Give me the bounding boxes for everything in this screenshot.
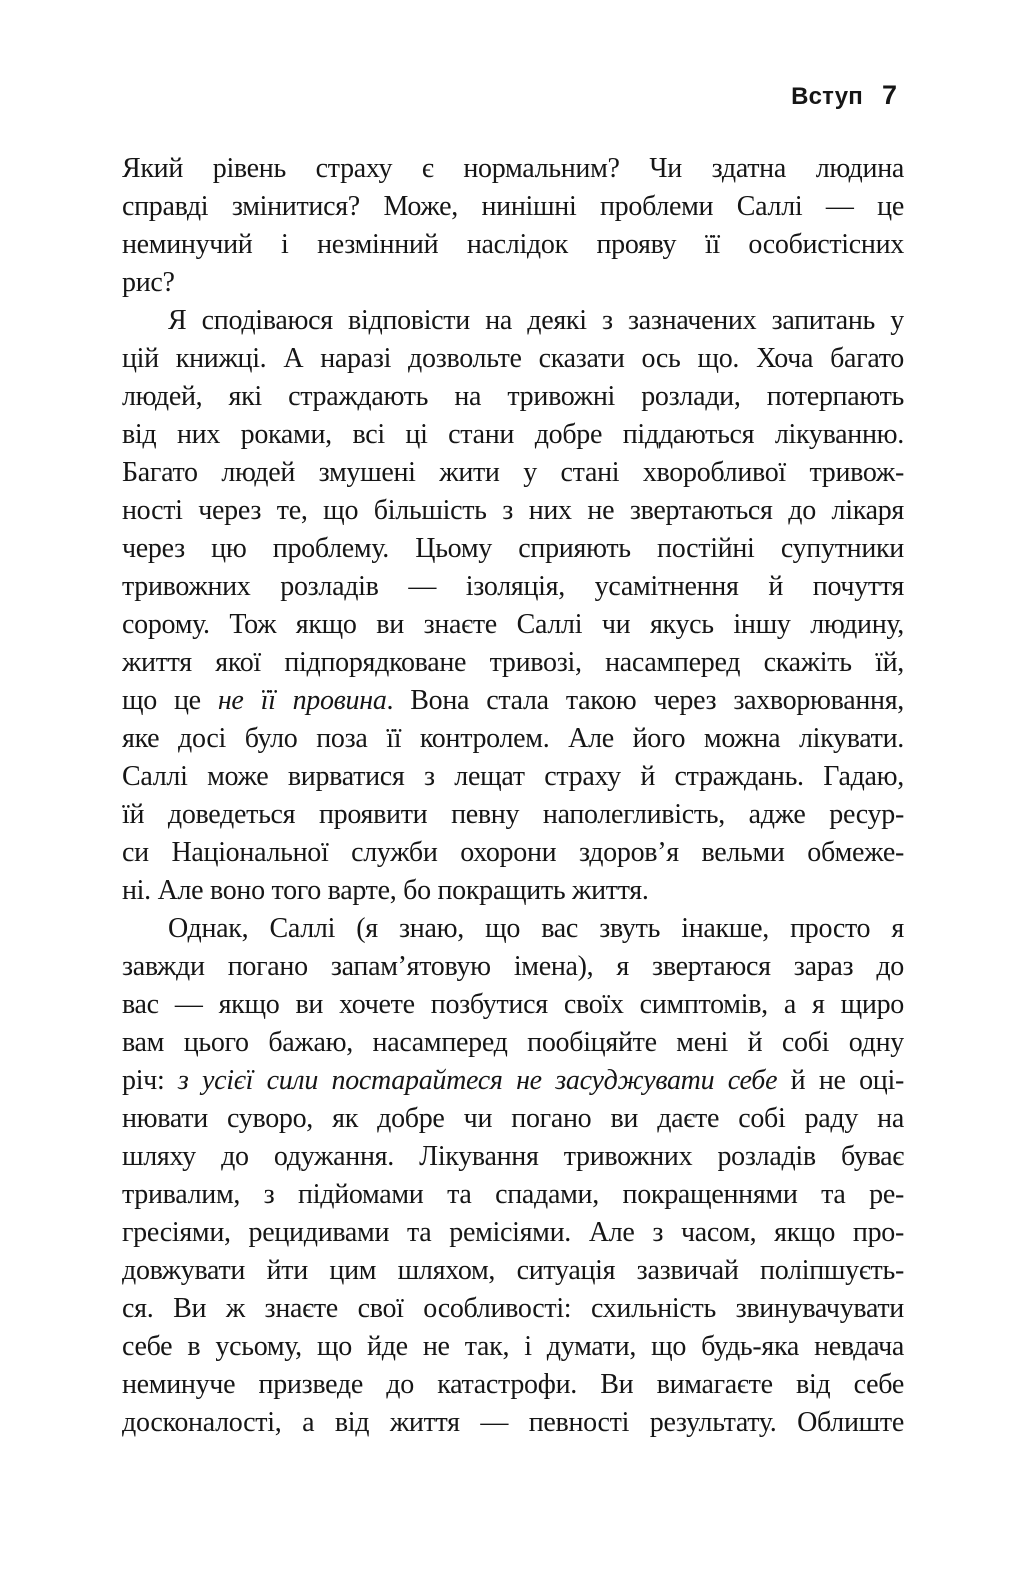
text-segment: яке досі було поза її контролем. Але його можна лікувати. <box>122 723 904 754</box>
text-segment: себе в усьому, що йде не так, і думати, що будь-яка невдача <box>122 1331 904 1362</box>
text-line <box>122 340 904 378</box>
text-segment: річ: <box>122 1065 178 1096</box>
text-segment: ності через те, що більшість з них не звертаються до лікаря <box>122 495 904 526</box>
text-segment: досконалості, а від життя — певності результату. Облиште <box>122 1407 904 1438</box>
text-segment: . Вона стала такою через захворювання, <box>386 685 904 716</box>
text-line <box>122 226 904 264</box>
text-line <box>122 302 904 340</box>
section-title: Вступ <box>791 83 863 110</box>
page-body <box>122 150 904 1442</box>
text-segment: неминуче призведе до катастрофи. Ви вимагаєте від себе <box>122 1369 904 1400</box>
emphasized-text: не її провина <box>217 685 387 716</box>
text-line <box>122 1176 904 1214</box>
text-line <box>122 986 904 1024</box>
text-segment: людей, які страждають на тривожні розлади, потерпають <box>122 381 904 412</box>
text-segment: вас — якщо ви хочете позбутися своїх симптомів, а я щиро <box>122 989 904 1020</box>
paragraph <box>122 910 904 1442</box>
text-segment: сорому. Тож якщо ви знаєте Саллі чи якусь іншу людину, <box>122 609 904 640</box>
text-line <box>122 872 904 910</box>
text-line <box>122 150 904 188</box>
text-segment: цій книжці. А наразі дозвольте сказати ось що. Хоча багато <box>122 343 904 374</box>
text-line <box>122 492 904 530</box>
text-segment: Багато людей змушені жити у стані хворобливої тривож- <box>122 457 904 488</box>
text-line <box>122 1062 904 1100</box>
text-segment: життя якої підпорядковане тривозі, насамперед скажіть їй, <box>122 647 904 678</box>
text-segment: їй доведеться проявити певну наполегливість, адже ресур- <box>122 799 904 830</box>
text-segment: справді змінитися? Може, нинішні проблеми Саллі — це <box>122 191 904 222</box>
text-line <box>122 682 904 720</box>
text-line <box>122 1100 904 1138</box>
text-segment: тривожних розладів — ізоляція, усамітнення й почуття <box>122 571 904 602</box>
text-segment: Саллі може вирватися з лещат страху й страждань. Гадаю, <box>122 761 904 792</box>
text-line <box>122 530 904 568</box>
text-segment: нювати суворо, як добре чи погано ви даєте собі раду на <box>122 1103 904 1134</box>
text-line <box>122 1366 904 1404</box>
text-line <box>122 188 904 226</box>
text-segment: ся. Ви ж знаєте свої особливості: схильність звинувачувати <box>122 1293 904 1324</box>
text-segment: вам цього бажаю, насамперед пообіцяйте мені й собі одну <box>122 1027 904 1058</box>
text-segment: неминучий і незмінний наслідок прояву її особистісних <box>122 229 904 260</box>
text-segment: Однак, Саллі (я знаю, що вас звуть інакше, просто я <box>168 913 904 944</box>
text-line <box>122 454 904 492</box>
page-number: 7 <box>881 80 897 110</box>
text-line <box>122 796 904 834</box>
text-line <box>122 1404 904 1442</box>
text-segment: шляху до одужання. Лікування тривожних розладів буває <box>122 1141 904 1172</box>
text-segment: тривалим, з підйомами та спадами, покращеннями та ре- <box>122 1179 904 1210</box>
text-segment: завжди погано запам’ятовую імена), я звертаюся зараз до <box>122 951 904 982</box>
text-line <box>122 1290 904 1328</box>
text-segment: си Національної служби охорони здоров’я вельми обмеже- <box>122 837 904 868</box>
text-segment: рис? <box>122 267 175 298</box>
text-line <box>122 1138 904 1176</box>
text-segment: Який рівень страху є нормальним? Чи здатна людина <box>122 153 904 184</box>
text-line <box>122 568 904 606</box>
text-line <box>122 378 904 416</box>
text-line <box>122 606 904 644</box>
text-segment: ні. Але воно того варте, бо покращить життя. <box>122 875 649 906</box>
paragraph <box>122 150 904 302</box>
text-line <box>122 948 904 986</box>
text-segment: гресіями, рецидивами та ремісіями. Але з часом, якщо про- <box>122 1217 904 1248</box>
text-line <box>122 910 904 948</box>
text-segment: Я сподіваюся відповісти на деякі з зазначених запитань у <box>168 305 904 336</box>
text-line <box>122 1252 904 1290</box>
paragraph <box>122 302 904 910</box>
running-header <box>791 80 897 111</box>
text-line <box>122 1214 904 1252</box>
text-line <box>122 264 904 302</box>
text-line <box>122 1328 904 1366</box>
text-segment: що це <box>122 685 218 716</box>
text-line <box>122 644 904 682</box>
emphasized-text: з усієї сили постарайтеся не засуджувати себе <box>177 1065 778 1096</box>
text-segment: довжувати йти цим шляхом, ситуація зазвичай поліпшуєть- <box>122 1255 904 1286</box>
text-line <box>122 416 904 454</box>
text-segment: від них роками, всі ці стани добре піддаються лікуванню. <box>122 419 904 450</box>
text-segment: й не оці- <box>777 1065 904 1096</box>
text-line <box>122 834 904 872</box>
text-line <box>122 720 904 758</box>
text-segment: через цю проблему. Цьому сприяють постійні супутники <box>122 533 904 564</box>
text-line <box>122 1024 904 1062</box>
text-line <box>122 758 904 796</box>
